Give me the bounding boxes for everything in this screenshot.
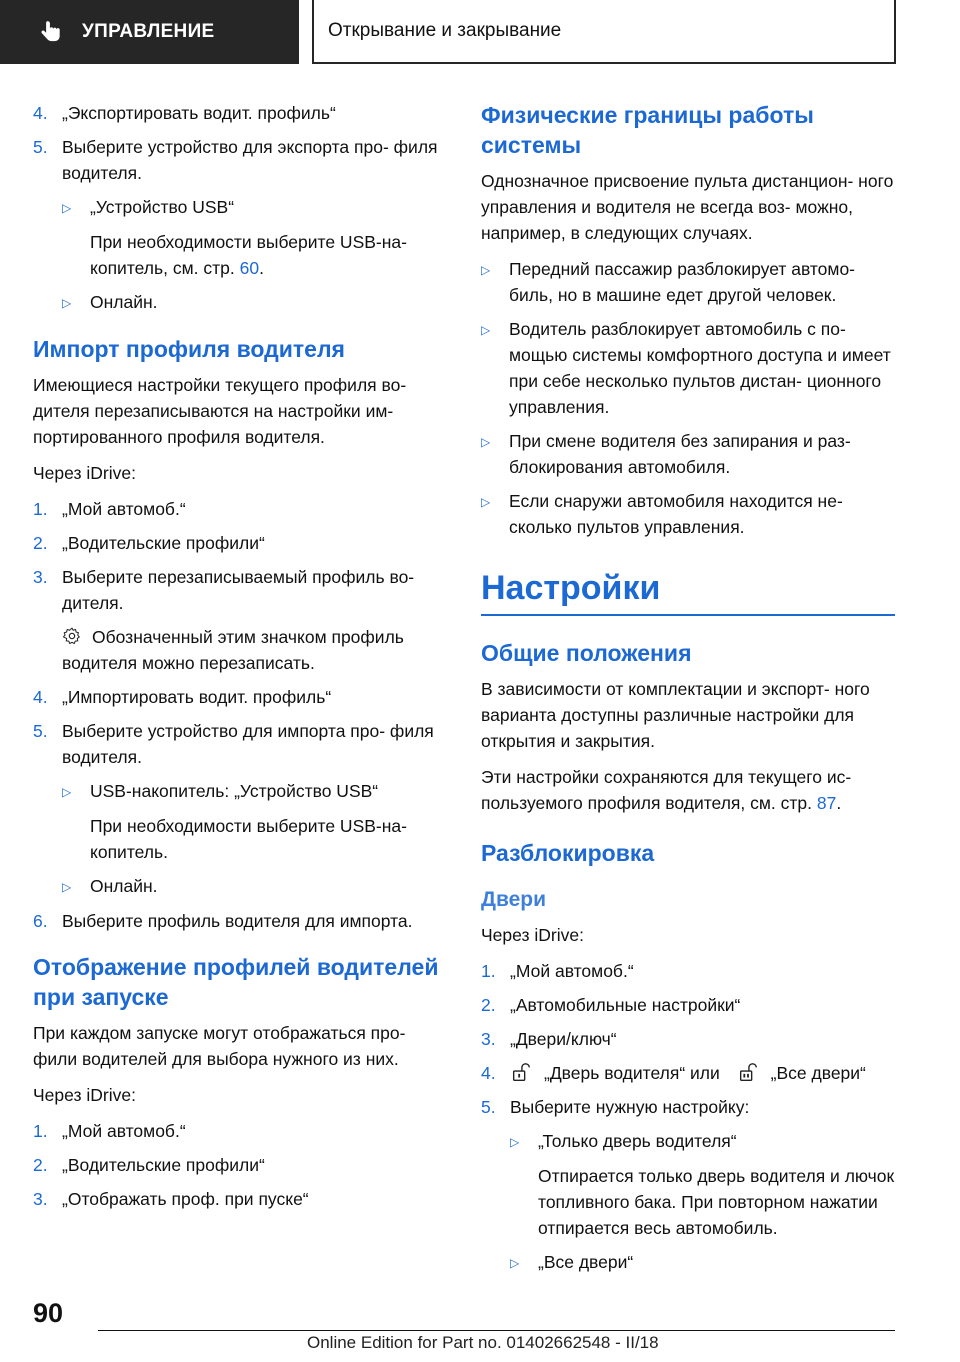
via-idrive-label: Через iDrive:: [33, 463, 136, 483]
list-item: 3. „Отображать проф. при пуске“: [33, 1189, 309, 1209]
list-item: 4. „Импортировать водит. профиль“: [33, 687, 332, 707]
header-chapter-tab: [312, 0, 896, 64]
bullet-item: ▷ „Все двери“: [510, 1249, 895, 1276]
bullet-note: Отпирается только дверь водителя и лючок топливного бака. При повторном нажатии отпирается весь автомобиль.: [538, 1166, 895, 1238]
triangle-bullet-icon: ▷: [62, 785, 72, 799]
unlock-heading: Разблокировка: [481, 840, 655, 866]
limits-heading: Физические границы работы системы: [481, 102, 814, 158]
bullet-item: ▷ USB-накопитель: „Устройство USB“: [62, 778, 445, 805]
import-intro: Имеющиеся настройки текущего профиля во- дителя перезаписываются на настройки им- портированного профиля водителя.: [33, 375, 407, 447]
bullet-item: ▷ Онлайн.: [62, 289, 445, 316]
list-item: 5. Выберите устройство для импорта про- филя водителя.: [33, 721, 434, 767]
triangle-bullet-icon: ▷: [62, 296, 72, 310]
hand-pointer-icon: [38, 19, 64, 45]
bullet-item: ▷ Водитель разблокирует автомобиль с по- мощью системы комфортного доступа и имеет при себе несколько пультов дистан- ционного управления.: [481, 316, 895, 420]
list-item: 1. „Мой автомоб.“: [33, 1121, 186, 1141]
import-heading: Импорт профиля водителя: [33, 336, 345, 362]
list-item: 1. „Мой автомоб.“: [33, 499, 186, 519]
triangle-bullet-icon: ▷: [481, 495, 491, 509]
list-item: 3. „Двери/ключ“: [481, 1029, 617, 1049]
page-reference-link[interactable]: 60: [239, 258, 260, 278]
unlock-driver-door-icon: [510, 1061, 532, 1083]
triangle-bullet-icon: ▷: [481, 263, 491, 277]
list-item: 2. „Водительские профили“: [33, 1155, 265, 1175]
list-item: 5. Выберите устройство для экспорта про- филя водителя.: [33, 137, 438, 183]
limits-intro: Однозначное присвоение пульта дистанцион- ного управления и водителя не всегда воз- можно, например, в следующих случаях.: [481, 171, 894, 243]
left-column: [33, 100, 445, 1220]
general-paragraph-1: В зависимости от комплектации и экспорт- ного варианта доступны различные настройки для открытия и закрытия.: [481, 679, 870, 751]
section-title: УПРАВЛЕНИЕ: [82, 21, 215, 42]
triangle-bullet-icon: ▷: [62, 201, 72, 215]
header-section-tab: [0, 0, 299, 64]
bullet-note: При необходимости выберите USB-на- копитель, см. стр. 60.: [90, 232, 407, 278]
list-item: 2. „Автомобильные настройки“: [481, 995, 741, 1015]
page-reference-link[interactable]: 87: [816, 793, 837, 813]
triangle-bullet-icon: ▷: [510, 1256, 520, 1270]
display-heading: Отображение профилей водителей при запуске: [33, 954, 439, 1010]
triangle-bullet-icon: ▷: [62, 880, 72, 894]
settings-heading: Настройки: [481, 568, 895, 616]
list-item: 6. Выберите профиль водителя для импорта.: [33, 911, 413, 931]
unlock-all-doors-icon: [737, 1061, 759, 1083]
bullet-item: ▷ „Только дверь водителя“: [510, 1128, 895, 1155]
bullet-item: ▷ Если снаружи автомобиля находится не- сколько пультов управления.: [481, 488, 895, 540]
list-item: 2. „Водительские профили“: [33, 533, 265, 553]
gear-icon: [62, 626, 82, 646]
display-intro: При каждом запуске могут отображаться про- фили водителей для выбора нужного из них.: [33, 1023, 406, 1069]
bullet-item: ▷ „Устройство USB“: [62, 194, 445, 221]
general-heading: Общие положения: [481, 640, 692, 666]
bullet-item: ▷ При смене водителя без запирания и раз- блокирования автомобиля.: [481, 428, 895, 480]
chapter-title: Открывание и закрывание: [328, 20, 562, 41]
general-paragraph-2: Эти настройки сохраняются для текущего ис- пользуемого профиля водителя, см. стр. 87.: [481, 767, 852, 813]
bullet-item: ▷ Онлайн.: [62, 873, 445, 900]
list-item: 3. Выберите перезаписываемый профиль во- дителя.: [33, 567, 415, 613]
list-item: 1. „Мой автомоб.“: [481, 961, 634, 981]
bullet-note: При необходимости выберите USB-на- копитель.: [90, 816, 407, 862]
via-idrive-label: Через iDrive:: [481, 925, 584, 945]
footer-divider: [98, 1330, 895, 1331]
right-column: [481, 100, 895, 1284]
footer-edition: Online Edition for Part no. 01402662548 - II/18: [307, 1333, 659, 1352]
list-item: 4. „Дверь водителя“ или „Все двери“: [481, 1063, 866, 1083]
bullet-item: ▷ Передний пассажир разблокирует автомо- биль, но в машине едет другой человек.: [481, 256, 895, 308]
doors-heading: Двери: [481, 888, 547, 911]
page-number: 90: [33, 1298, 64, 1328]
list-item: 5. Выберите нужную настройку:: [481, 1097, 750, 1117]
triangle-bullet-icon: ▷: [510, 1135, 520, 1149]
triangle-bullet-icon: ▷: [481, 323, 491, 337]
list-item: 4. „Экспортировать водит. профиль“: [33, 103, 336, 123]
triangle-bullet-icon: ▷: [481, 435, 491, 449]
gear-note: Обозначенный этим значком профиль водителя можно перезаписать.: [62, 627, 404, 673]
via-idrive-label: Через iDrive:: [33, 1085, 136, 1105]
